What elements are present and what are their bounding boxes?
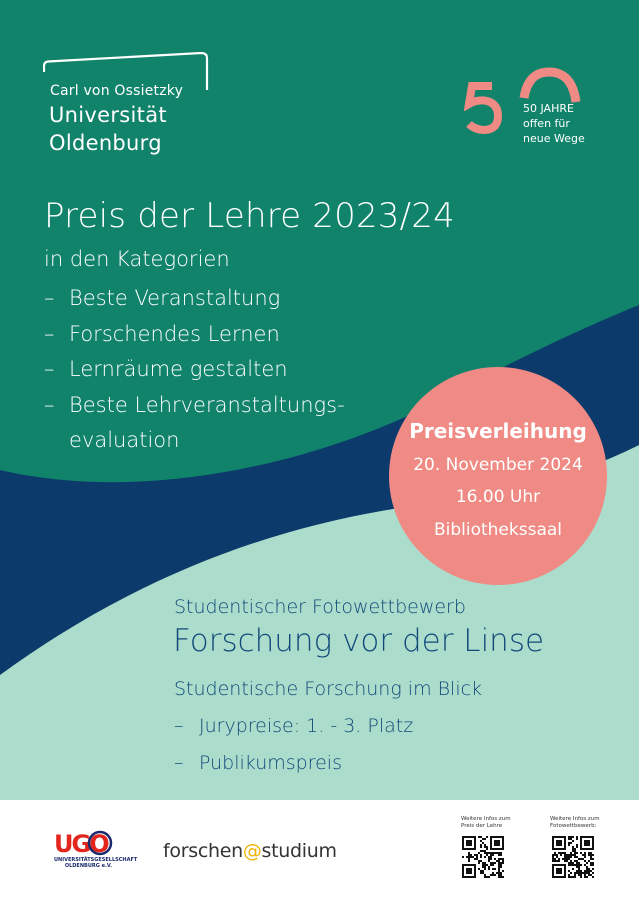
photo-contest-kicker: Studentischer Fotowettbewerb [174,596,466,618]
ugo-line1: UNIVERSITÄTSGESELLSCHAFT [54,857,138,863]
category-list [44,283,345,461]
forschen-left: forschen [163,840,243,862]
qr-label-preis [461,816,523,830]
category-label: Beste Lehrveranstaltungs- [69,392,345,417]
ugo-logo-lettering: UGO [54,830,108,857]
award-date: 20. November 2024 [413,455,583,475]
ugo-logo [54,829,116,857]
university-name-line2: Universität [49,103,167,127]
category-label: Beste Veranstaltung [69,286,281,310]
award-ceremony-badge [389,367,607,585]
bullet-dash: – [44,321,55,346]
prize-list [174,713,413,787]
qr-code-foto[interactable] [552,836,594,878]
category-label-continuation: evaluation [69,428,180,452]
prize-label: Publikumspreis [199,752,342,774]
photo-contest-title: Forschung vor der Linse [173,623,545,659]
award-heading: Preisverleihung [409,419,587,443]
list-item-continuation [44,425,345,461]
categories-intro: in den Kategorien [44,247,230,271]
anniversary-line3: neue Wege [523,132,585,145]
qr2-label-line2: Fotowettbewerb: [550,823,597,829]
list-item [44,354,345,390]
ugo-line2: OLDENBURG e.V. [64,863,112,869]
qr-label-foto [550,816,612,830]
anniversary-text [523,101,585,146]
qr-code-preis[interactable] [462,836,504,878]
list-item [174,750,413,787]
list-item [174,713,413,750]
award-time: 16.00 Uhr [455,487,541,507]
list-item [44,319,345,355]
category-label: Forschendes Lernen [69,321,280,346]
list-item [44,390,345,426]
forschen-at-studium-logo [163,840,337,862]
qr2-label-line1: Weitere Infos zum [550,816,600,822]
anniversary-line1: 50 JAHRE [523,102,574,115]
qr1-label-line1: Weitere Infos zum [461,816,511,822]
anniversary-line2: offen für [523,117,570,130]
bullet-dash: – [44,392,55,417]
page-title: Preis der Lehre 2023/24 [44,196,455,236]
forschen-right: studium [261,840,337,862]
university-name-line3: Oldenburg [49,131,162,155]
list-item [44,283,345,319]
bullet-dash: – [44,286,55,310]
bullet-dash: – [174,715,184,737]
university-name-line1: Carl von Ossietzky [50,83,184,99]
award-location: Bibliothekssaal [433,520,563,540]
prize-label: Jurypreise: 1. - 3. Platz [199,715,414,737]
at-sign: @ [242,840,262,862]
photo-contest-subtitle: Studentische Forschung im Blick [174,678,483,700]
qr1-label-line2: Preis der Lehre [461,823,503,829]
bullet-dash: – [44,357,55,381]
category-label: Lernräume gestalten [69,357,288,381]
ugo-logo-text [54,857,137,869]
bullet-dash: – [174,752,184,774]
